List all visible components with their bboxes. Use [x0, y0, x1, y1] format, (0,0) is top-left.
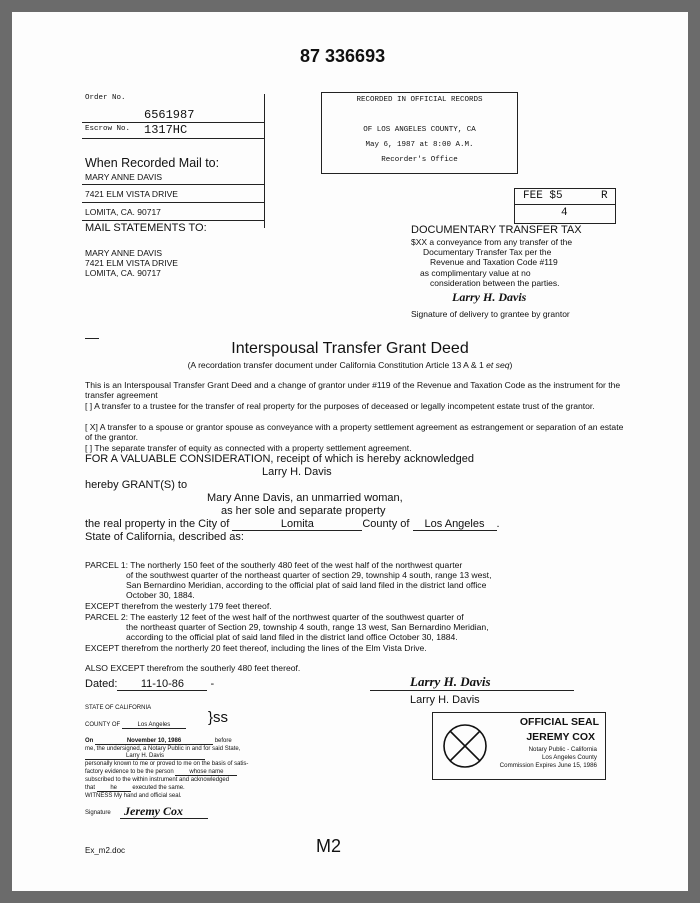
notary-that: that — [85, 785, 96, 791]
escrow-number: 1317HC — [144, 123, 188, 137]
ss-marker: }ss — [208, 709, 229, 726]
fee-number: 4 — [561, 207, 568, 219]
notary-person-line — [85, 753, 205, 760]
notary-on-label: On — [85, 738, 94, 744]
order-number: 6561987 — [144, 108, 195, 122]
tax-line-2: Documentary Transfer Tax per the — [423, 247, 552, 257]
seal-line-1: Notary Public - California — [528, 746, 597, 753]
dated-line: Dated: 11-10-86 - — [85, 678, 215, 690]
except-3: ALSO EXCEPT therefrom the southerly 480 feet thereof. — [85, 663, 301, 673]
mail-to-city: LOMITA, CA. 90717 — [85, 207, 161, 217]
notary-executed: executed the same. — [132, 785, 185, 791]
statements-heading: MAIL STATEMENTS TO: — [85, 222, 207, 234]
notary-he: he — [97, 785, 131, 792]
mail-to-street: 7421 ELM VISTA DRIVE — [85, 189, 178, 199]
except-2: EXCEPT therefrom the northerly 20 feet thereof, including the lines of the Elm Vista Drive. — [85, 643, 427, 653]
property-line: the real property in the City of Lomita County of Los Angeles . — [85, 518, 500, 530]
tax-line-3: Revenue and Taxation Code #119 — [430, 257, 558, 267]
escrow-label: Escrow No. — [85, 125, 131, 133]
tax-line-5: consideration between the parties. — [430, 278, 560, 288]
notary-county-label: COUNTY OF — [85, 722, 121, 728]
parcel-1-line-4: October 30, 1884. — [126, 590, 195, 600]
notary-before: before — [214, 738, 232, 744]
parcel-1-line-2: of the southwest quarter of the northeast quarter of section 29, township 4 south, range 13 west, — [126, 570, 492, 580]
recording-stamp — [321, 92, 518, 174]
tax-caption: Signature of delivery to grantee by grantor — [411, 309, 570, 319]
recorded-line-3: May 6, 1987 at 8:00 A.M. — [365, 141, 474, 149]
notary-line-5-text: factory evidence to be the person — [85, 769, 174, 775]
fee-box — [514, 188, 616, 224]
notary-county: Los Angeles — [122, 722, 186, 729]
tax-heading: DOCUMENTARY TRANSFER TAX — [411, 224, 582, 236]
notary-person: Larry H. Davis — [85, 753, 205, 760]
notary-line-2: me, the undersigned, a Notary Public in and for said State, — [85, 746, 241, 752]
footer-mark: M2 — [316, 836, 342, 856]
county-label: County of — [362, 518, 410, 530]
deed-subtitle — [12, 360, 688, 370]
fee-r: R — [601, 190, 608, 202]
tax-signature: Larry H. Davis — [452, 290, 527, 304]
checkbox-spouse: [ X] A transfer to a spouse or grantor spouse as conveyance with a property settlement agreement as estrangement or separation of an estate of the grantor. — [85, 422, 624, 443]
deed-page — [12, 12, 688, 891]
dated-label: Dated: — [85, 678, 118, 690]
dated-value: 11-10-86 — [117, 678, 207, 691]
state-line: State of California, described as: — [85, 531, 244, 543]
seal-x-icon — [441, 722, 489, 770]
property-prefix: the real property in the City of — [85, 518, 230, 530]
deed-title: Interspousal Transfer Grant Deed — [231, 340, 469, 357]
checkbox-equity: [ ] The separate transfer of equity as connected with a property settlement agreement. — [85, 443, 412, 453]
signer-name: Larry H. Davis — [410, 694, 480, 706]
recorded-line-4: Recorder's Office — [381, 156, 458, 164]
intro-paragraph: This is an Interspousal Transfer Grant Deed and a change of grantor under #119 of the Revenue and Taxation Code as the instrument for the transfer agreement — [85, 380, 621, 401]
notary-line-4: personally known to me or proved to me on the basis of satis- — [85, 761, 249, 767]
parcel-1-line-3: San Bernardino Meridian, according to the official plat of said land filed in the district land office — [126, 580, 487, 590]
notary-witness: WITNESS My hand and official seal. — [85, 793, 182, 799]
notary-line-6: subscribed to the within instrument and acknowledged — [85, 777, 230, 783]
grantee-line-2: as her sole and separate property — [221, 505, 386, 517]
fee-label: FEE $5 — [523, 190, 563, 202]
notary-date: November 10, 1986 — [95, 738, 213, 745]
recorded-line-2: OF LOS ANGELES COUNTY, CA — [363, 126, 476, 134]
seal-name: JEREMY COX — [526, 731, 595, 743]
parcel-1-line-1: PARCEL 1: The northerly 150 feet of the southerly 480 feet of the west half of the northwest quarter — [85, 560, 463, 570]
parcel-2-line-3: according to the official plat of said land filed in the district land office October 30, 1884. — [126, 632, 458, 642]
parcel-2-line-2: the northeast quarter of Section 29, township 4 south, range 13 west, San Bernardino Meridian, — [126, 622, 489, 632]
order-label: Order No. — [85, 94, 126, 102]
county-value: Los Angeles — [413, 518, 497, 531]
grant-statement: hereby GRANT(S) to — [85, 479, 188, 491]
city-value: Lomita — [232, 518, 362, 531]
tax-line-4: as complimentary value at no — [420, 268, 531, 278]
official-seal — [432, 712, 606, 780]
seal-line-2: Los Angeles County — [541, 754, 597, 761]
subtitle-emphasis: et seq — [486, 360, 510, 370]
mail-to-heading: When Recorded Mail to: — [85, 156, 220, 170]
notary-county-line — [85, 722, 186, 729]
notary-on-line — [85, 738, 232, 745]
seal-title: OFFICIAL SEAL — [519, 716, 599, 728]
recorded-line-1: RECORDED IN OFFICIAL RECORDS — [356, 96, 483, 104]
notary-line-5 — [85, 769, 237, 776]
grantee-line-1: Mary Anne Davis, an unmarried woman, — [207, 492, 403, 504]
notary-whose: whose name — [175, 769, 237, 776]
notary-state: STATE OF CALIFORNIA — [85, 705, 152, 711]
consideration: FOR A VALUABLE CONSIDERATION, receipt of which is hereby acknowledged — [85, 453, 475, 465]
statements-name: MARY ANNE DAVIS — [85, 248, 162, 258]
notary-signature: Jeremy Cox — [124, 804, 183, 818]
tax-line-1: $XX a conveyance from any transfer of the — [411, 237, 573, 247]
subtitle-text: (A recordation transfer document under California Constitution Article 13 A & 1 — [187, 360, 487, 370]
subtitle-close: ) — [509, 360, 513, 370]
grantor-name: Larry H. Davis — [262, 466, 332, 478]
notary-line-7 — [85, 785, 185, 792]
grantor-signature: Larry H. Davis — [410, 674, 491, 689]
mail-to-name: MARY ANNE DAVIS — [85, 172, 162, 182]
seal-line-3: Commission Expires June 15, 1986 — [499, 762, 597, 769]
checkbox-trustee: [ ] A transfer to a trustee for the transfer of real property for the purposes of deceased or legally incompetent estate trust of the grantor. — [85, 401, 595, 411]
document-number: 87 336693 — [300, 46, 386, 66]
statements-street: 7421 ELM VISTA DRIVE — [85, 258, 178, 268]
parcel-2-line-1: PARCEL 2: The easterly 12 feet of the west half of the northwest quarter of the southwest quarter of — [85, 612, 464, 622]
statements-city: LOMITA, CA. 90717 — [85, 268, 161, 278]
footer-filename: Ex_m2.doc — [85, 846, 126, 855]
notary-signature-label: Signature — [85, 810, 111, 816]
except-1: EXCEPT therefrom the westerly 179 feet thereof. — [85, 601, 272, 611]
